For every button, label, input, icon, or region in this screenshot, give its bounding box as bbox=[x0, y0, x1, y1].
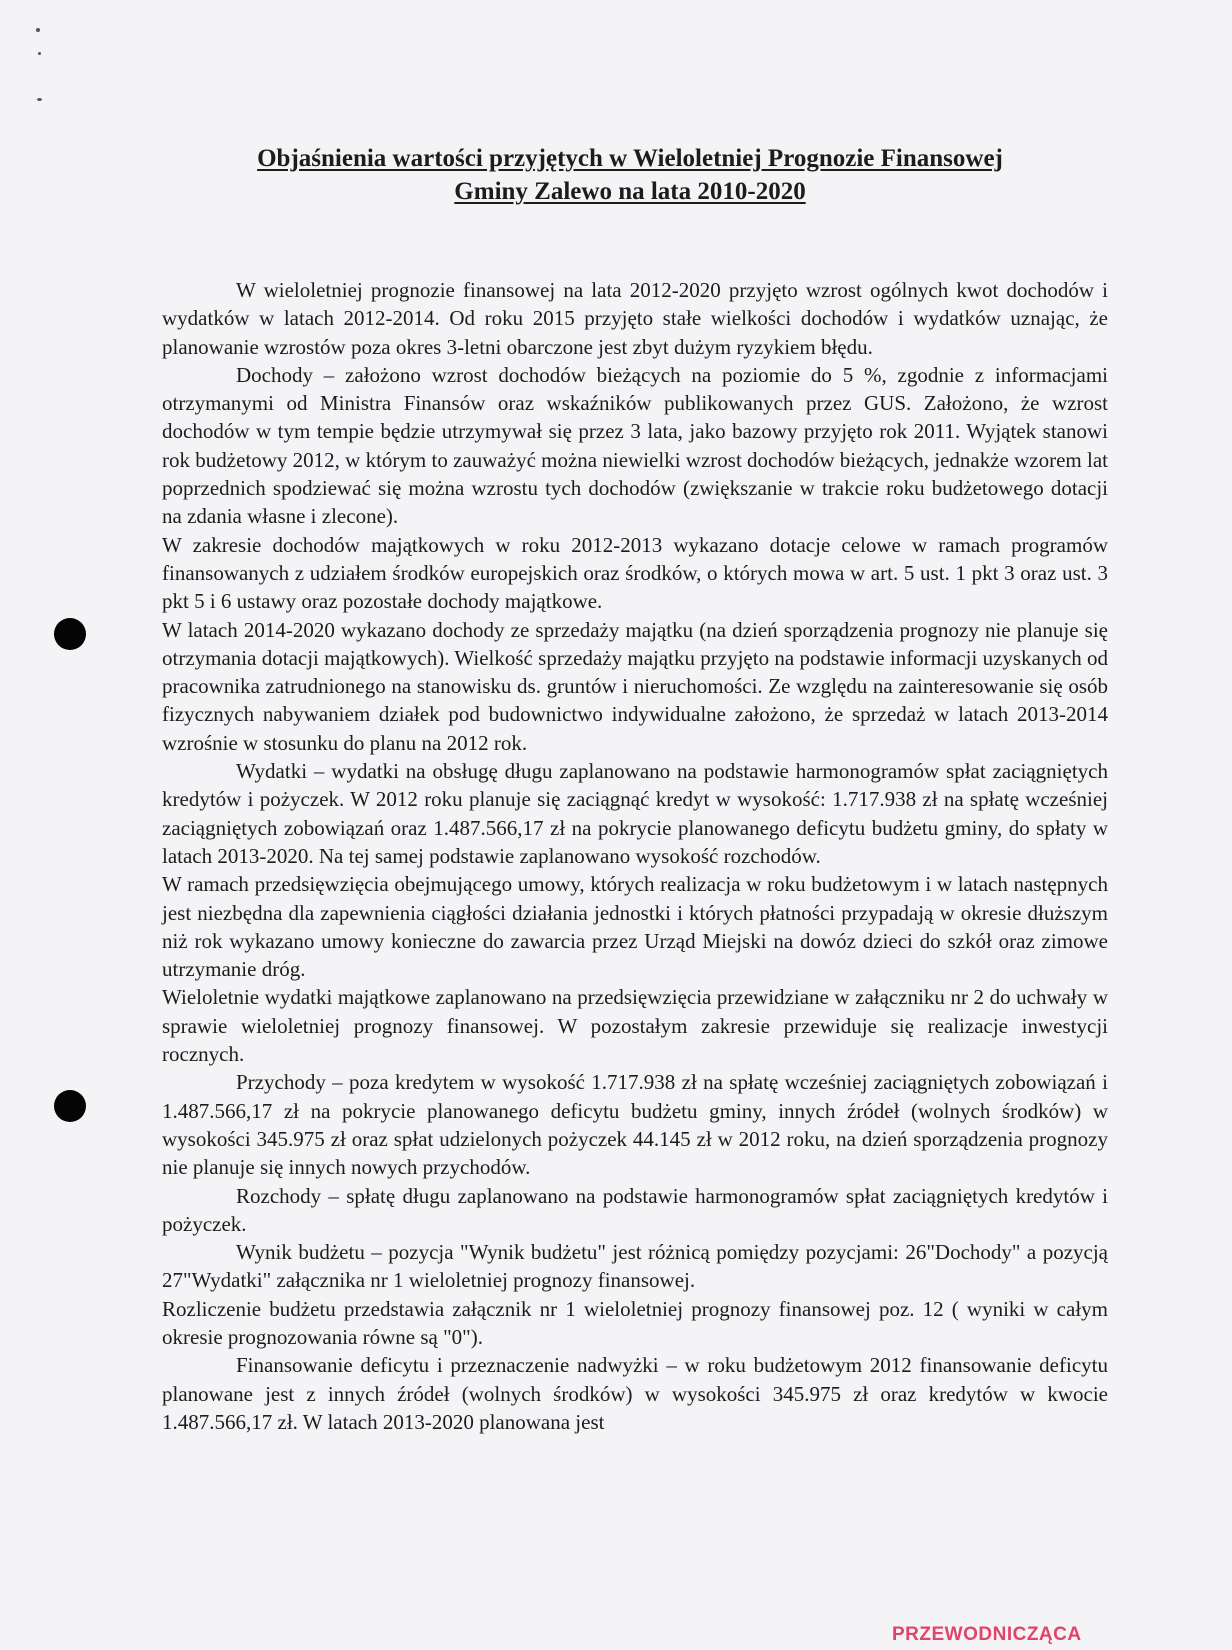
punch-hole-bottom bbox=[54, 1090, 86, 1122]
body-paragraph: Przychody – poza kredytem w wysokość 1.717.938 zł na spłatę wcześniej zaciągniętych zobowiązań i 1.487.566,17 zł na pokrycie planowanego deficytu budżetu gminy, innych źródeł (wolnych środków) w wysokości 345.975 zł oraz spłat udzielonych pożyczek 44.145 zł w 2012 roku, na dzień sporządzenia prognozy nie planuje się innych nowych przychodów. bbox=[162, 1070, 1108, 1180]
title-line-1: Objaśnienia wartości przyjętych w Wieloletniej Prognozie Finansowej bbox=[257, 145, 1003, 172]
body-paragraph: Wynik budżetu – pozycja "Wynik budżetu" jest różnicą pomiędzy pozycjami: 26"Dochody" a pozycją 27"Wydatki" załącznika nr 1 wieloletniej prognozy finansowej. bbox=[162, 1240, 1108, 1293]
body-paragraph: W zakresie dochodów majątkowych w roku 2012-2013 wykazano dotacje celowe w ramach programów finansowanych z udziałem środków europejskich oraz środków, o których mowa w art. 5 ust. 1 pkt 3 oraz ust. 3 pkt 5 i 6 ustawy oraz pozostałe dochody majątkowe. bbox=[162, 532, 1108, 614]
document-title bbox=[150, 142, 1110, 208]
body-paragraph: Rozchody – spłatę długu zaplanowano na podstawie harmonogramów spłat zaciągniętych kredytów i pożyczek. bbox=[162, 1183, 1108, 1236]
body-paragraph: Wydatki – wydatki na obsługę długu zaplanowano na podstawie harmonogramów spłat zaciągniętych kredytów i pożyczek. W 2012 roku planuje się zaciągnąć kredyt w wysokość: 1.717.938 zł na spłatę wcześniej zaciągniętych zobowiązań oraz 1.487.566,17 zł na pokrycie planowanego deficytu budżetu gminy, do spłaty w latach 2013-2020. Na tej samej podstawie zaplanowano wysokość rozchodów. bbox=[162, 759, 1108, 868]
scan-speck bbox=[38, 52, 41, 55]
stamp-text: PRZEWODNICZĄCA bbox=[892, 1624, 1082, 1645]
body-paragraph: Dochody – założono wzrost dochodów bieżących na poziomie do 5 %, zgodnie z informacjami otrzymanymi od Ministra Finansów oraz wskaźników publikowanych przez GUS. Założono, że wzrost dochodów w tym tempie będzie utrzymywał się przez 3 lata, jako bazowy przyjęto rok 2011. Wyjątek stanowi rok budżetowy 2012, w którym to zauważyć można niewielki wzrost dochodów bieżących, jednakże wzorem lat poprzednich spodziewać się można wzrostu tych dochodów (zwiększanie w trakcie roku budżetowego dotacji na zdania własne i zlecone). bbox=[162, 362, 1108, 529]
title-line-2: Gminy Zalewo na lata 2010-2020 bbox=[454, 178, 806, 205]
punch-hole-top bbox=[54, 618, 86, 650]
body-paragraph: Rozliczenie budżetu przedstawia załącznik nr 1 wieloletniej prognozy finansowej poz. 12 ( wyniki w całym okresie prognozowania równe są "0"). bbox=[162, 1296, 1108, 1349]
body-paragraph: Finansowanie deficytu i przeznaczenie nadwyżki – w roku budżetowym 2012 finansowanie deficytu planowane jest z innych źródeł (wolnych środków) w wysokości 345.975 zł oraz kredytów w kwocie 1.487.566,17 zł. W latach 2013-2020 planowana jest bbox=[162, 1353, 1108, 1434]
body-paragraph: Wieloletnie wydatki majątkowe zaplanowano na przedsięwzięcia przewidziane w załączniku nr 2 do uchwały w sprawie wieloletniej prognozy finansowej. W pozostałym zakresie przewiduje się realizacje inwestycji rocznych. bbox=[162, 985, 1108, 1067]
body-paragraph: W latach 2014-2020 wykazano dochody ze sprzedaży majątku (na dzień sporządzenia prognozy nie planuje się otrzymania dotacji majątkowych). Wielkość sprzedaży majątku przyjęto na podstawie informacji uzyskanych od pracownika zatrudnionego na stanowisku ds. gruntów i nieruchomości. Ze względu na zainteresowanie się osób fizycznych nabywaniem działek pod budownictwo indywidualne założono, że sprzedaż w latach 2013-2014 wzrośnie w stosunku do planu na 2012 rok. bbox=[162, 617, 1108, 755]
scan-speck bbox=[37, 98, 42, 101]
document-body bbox=[162, 276, 1108, 1436]
body-paragraph: W wieloletniej prognozie finansowej na lata 2012-2020 przyjęto wzrost ogólnych kwot dochodów i wydatków w latach 2012-2014. Od roku 2015 przyjęto stałe wielkości dochodów i wydatków uznając, że planowanie wzrostów poza okres 3-letni obarczone jest zbyt dużym ryzykiem błędu. bbox=[162, 278, 1108, 359]
scan-speck bbox=[36, 28, 40, 32]
body-paragraph: W ramach przedsięwzięcia obejmującego umowy, których realizacja w roku budżetowym i w latach następnych jest niezbędna dla zapewnienia ciągłości działania jednostki i których płatności przypadają w okresie dłuższym niż rok wykazano umowy konieczne do zawarcia przez Urząd Miejski na dowóz dzieci do szkół oraz zimowe utrzymanie dróg. bbox=[162, 872, 1108, 982]
